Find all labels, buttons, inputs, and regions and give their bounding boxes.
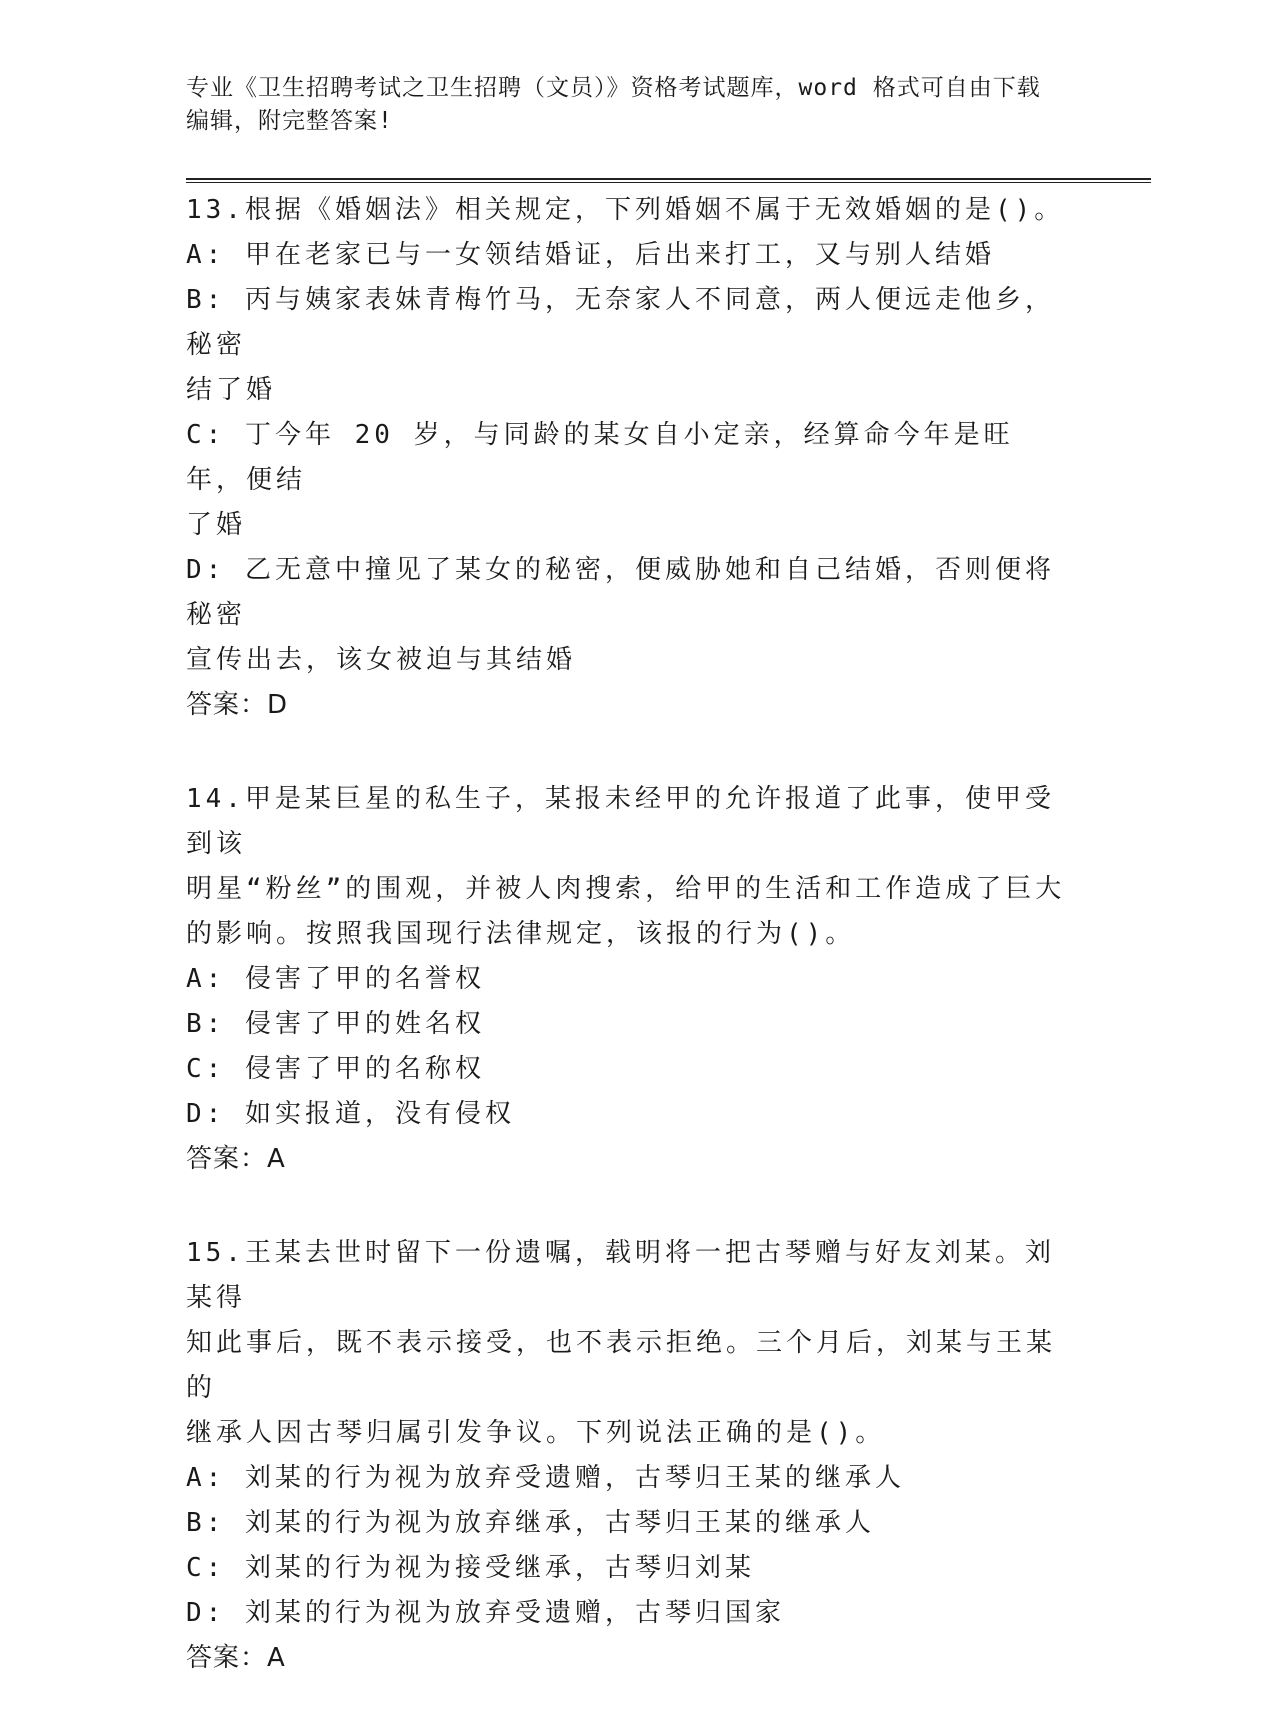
question-14 bbox=[186, 777, 1066, 1182]
question-13-option-c: C: 丁今年 20 岁，与同龄的某女自小定亲，经算命今年是旺年，便结 bbox=[186, 420, 1014, 495]
question-15-stem-2: 知此事后，既不表示接受，也不表示拒绝。三个月后，刘某与王某的 bbox=[186, 1328, 1057, 1403]
header-line-2: 编辑，附完整答案! bbox=[186, 108, 393, 134]
question-15-option-d: D: 刘某的行为视为放弃受遗赠，古琴归国家 bbox=[186, 1598, 785, 1628]
question-13-option-b: B: 丙与姨家表妹青梅竹马，无奈家人不同意，两人便远走他乡，秘密 bbox=[186, 285, 1055, 360]
question-15-option-a: A: 刘某的行为视为放弃受遗赠，古琴归王某的继承人 bbox=[186, 1463, 905, 1493]
question-13-option-b-cont: 结了婚 bbox=[186, 375, 277, 405]
question-15 bbox=[186, 1231, 1066, 1681]
question-14-stem-2: 明星“粉丝”的围观，并被人肉搜索，给甲的生活和工作造成了巨大 bbox=[186, 874, 1066, 904]
header-line-1: 专业《卫生招聘考试之卫生招聘（文员）》资格考试题库，word 格式可自由下载 bbox=[186, 75, 1041, 101]
question-13-answer: 答案：D bbox=[186, 690, 289, 720]
question-15-stem-3: 继承人因古琴归属引发争议。下列说法正确的是()。 bbox=[186, 1418, 886, 1448]
question-13 bbox=[186, 188, 1066, 728]
header-rule-thick bbox=[186, 178, 1151, 180]
question-13-option-d: D: 乙无意中撞见了某女的秘密，便威胁她和自己结婚，否则便将秘密 bbox=[186, 555, 1055, 630]
question-15-stem-1: 15.王某去世时留下一份遗嘱，载明将一把古琴赠与好友刘某。刘某得 bbox=[186, 1238, 1055, 1313]
header-rule-thin bbox=[186, 182, 1151, 183]
question-14-stem-3: 的影响。按照我国现行法律规定，该报的行为()。 bbox=[186, 919, 856, 949]
question-15-answer: 答案：A bbox=[186, 1643, 286, 1673]
question-list bbox=[186, 188, 1066, 1730]
question-14-stem-1: 14.甲是某巨星的私生子，某报未经甲的允许报道了此事，使甲受到该 bbox=[186, 784, 1055, 859]
question-14-option-a: A: 侵害了甲的名誉权 bbox=[186, 964, 485, 994]
question-13-stem: 13.根据《婚姻法》相关规定，下列婚姻不属于无效婚姻的是()。 bbox=[186, 195, 1065, 225]
question-14-option-d: D: 如实报道，没有侵权 bbox=[186, 1099, 515, 1129]
question-14-answer: 答案：A bbox=[186, 1144, 286, 1174]
question-15-option-b: B: 刘某的行为视为放弃继承，古琴归王某的继承人 bbox=[186, 1508, 875, 1538]
question-13-option-a: A: 甲在老家已与一女领结婚证，后出来打工，又与别人结婚 bbox=[186, 240, 995, 270]
question-13-option-c-cont: 了婚 bbox=[186, 510, 247, 540]
question-14-option-b: B: 侵害了甲的姓名权 bbox=[186, 1009, 485, 1039]
question-13-option-d-cont: 宣传出去，该女被迫与其结婚 bbox=[186, 645, 577, 675]
question-15-option-c: C: 刘某的行为视为接受继承，古琴归刘某 bbox=[186, 1553, 755, 1583]
document-header bbox=[186, 72, 1086, 138]
question-14-option-c: C: 侵害了甲的名称权 bbox=[186, 1054, 485, 1084]
